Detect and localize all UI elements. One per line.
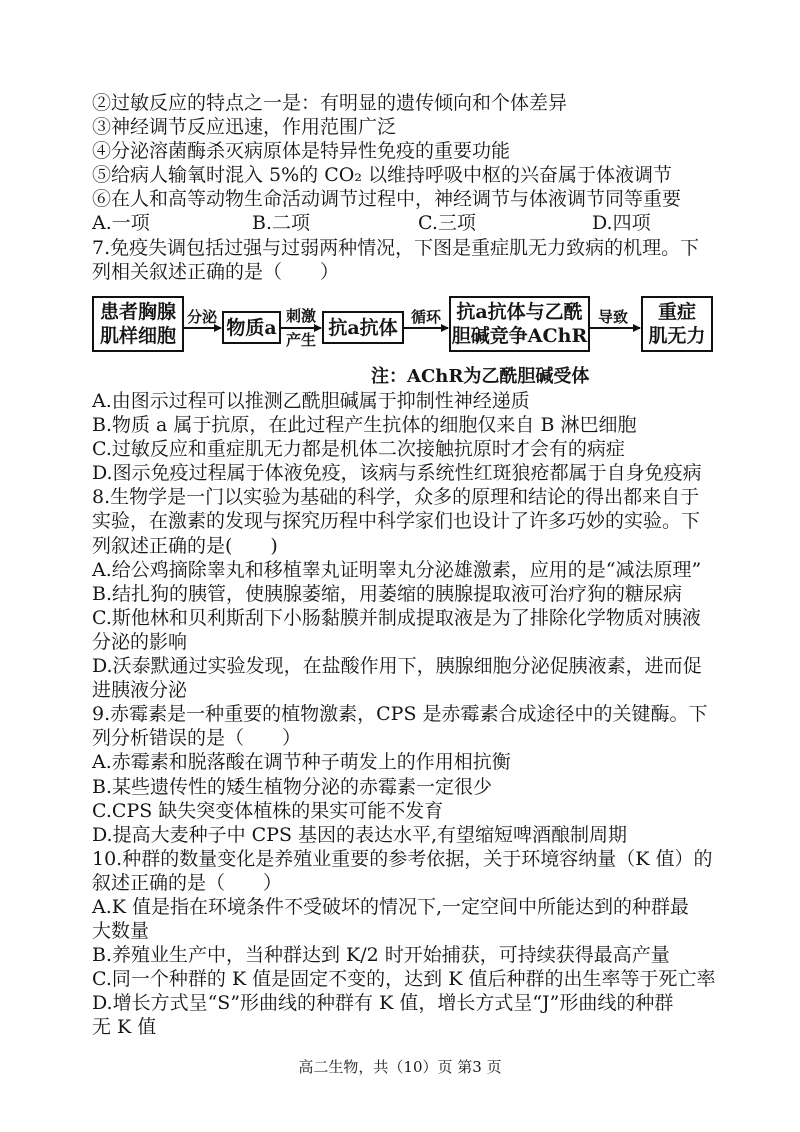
q8-option-c-continued: 分泌的影响 (92, 630, 188, 653)
box-text: 患者胸腺 (99, 301, 176, 323)
q9-option-a: A.赤霉素和脱落酸在调节种子萌发上的作用相抗衡 (92, 751, 511, 774)
arrow-label-secrete: 分泌 (187, 308, 218, 326)
q10-option-b: B.养殖业生产中，当种群达到 K/2 时开始捕获，可持续获得最高产量 (92, 944, 670, 967)
q7-option-a: A.由图示过程可以推测乙酰胆碱属于抑制性神经递质 (92, 390, 530, 412)
q8-option-c: C.斯他林和贝利斯刮下小肠黏膜并制成提取液是为了排除化学物质对胰液 (92, 606, 701, 629)
arrow-label-stimulate: 刺激 (286, 307, 317, 325)
q9-option-c: C.CPS 缺失突变体植株的果实可能不发育 (92, 799, 444, 822)
q8-stem-line-3: 列叙述正确的是( ) (92, 534, 278, 557)
q7-option-c: C.过敏反应和重症肌无力都是机体二次接触抗原时才会有的病症 (92, 438, 625, 461)
question-6-options (92, 211, 699, 235)
q9-stem-line-1: 9.赤霉素是一种重要的植物激素，CPS 是赤霉素合成途径中的关键酶。下 (92, 703, 708, 726)
page-footer: 高二生物，共（10）页 第3 页 (298, 1058, 502, 1076)
q6-option-a: A.一项 (92, 212, 150, 235)
q7-option-d: D.图示免疫过程属于体液免疫，该病与系统性红斑狼疮都属于自身免疫病 (92, 462, 702, 485)
box-text: 物质a (226, 316, 277, 339)
q7-stem-line-1: 7.免疫失调包括过强与过弱两种情况，下图是重症肌无力致病的机理。下 (92, 236, 700, 259)
box-text: 抗a抗体 (328, 316, 398, 339)
q10-stem-line-1: 10.种群的数量变化是养殖业重要的参考依据，关于环境容纳量（K 值）的 (92, 847, 713, 870)
statement-3: ③神经调节反应迅速，作用范围广泛 (92, 116, 397, 139)
q6-option-b: B.二项 (252, 212, 311, 235)
q9-stem-line-2: 列分析错误的是（ ） (92, 727, 302, 750)
box-myasthenia-gravis (641, 296, 713, 352)
q10-stem-line-2: 叙述正确的是（ ） (92, 871, 283, 894)
q6-option-d: D.四项 (592, 212, 651, 235)
box-text: 肌样细胞 (99, 325, 176, 347)
q8-option-d: D.沃泰默通过实验发现，在盐酸作用下，胰腺细胞分泌促胰液素，进而促 (92, 655, 702, 678)
q8-stem-line-2: 实验，在激素的发现与探究历程中科学家们也设计了许多巧妙的实验。下 (92, 510, 701, 533)
arrow-label-cause: 导致 (598, 308, 629, 326)
box-patient-thymus-cells (92, 296, 184, 352)
q9-option-d: D.提高大麦种子中 CPS 基因的表达水平,有望缩短啤酒酿制周期 (92, 823, 628, 846)
q7-option-b: B.物质 a 属于抗原，在此过程产生抗体的细胞仅来自 B 淋巴细胞 (92, 414, 637, 437)
q10-option-c: C.同一个种群的 K 值是固定不变的，达到 K 值后种群的出生率等于死亡率 (92, 968, 716, 991)
box-text: 抗a抗体与乙酰 (456, 301, 583, 323)
arrow-label-circulate: 循环 (411, 308, 442, 326)
questions-7-to-10 (92, 389, 715, 1040)
q10-option-d: D.增长方式呈“S”形曲线的种群有 K 值，增长方式呈“J”形曲线的种群 (92, 992, 674, 1015)
q6-option-c: C.三项 (418, 212, 476, 235)
question-6-fragment (92, 91, 699, 284)
q10-option-a-continued: 大数量 (92, 920, 150, 943)
diagram-note: 注：AChR为乙酰胆碱受体 (371, 366, 590, 387)
q7-stem-line-2: 列相关叙述正确的是（ ） (92, 260, 340, 283)
q10-option-a: A.K 值是指在环境条件不受破坏的情况下,一定空间中所能达到的种群最 (92, 895, 690, 918)
statement-4: ④分泌溶菌酶杀灭病原体是特异性免疫的重要功能 (92, 140, 511, 163)
q8-option-b: B.结扎狗的胰管，使胰腺萎缩，用萎缩的胰腺提取液可治疗狗的糖尿病 (92, 582, 683, 605)
statement-5: ⑤给病人输氧时混入 5%的 CO₂ 以维持呼吸中枢的兴奋属于体液调节 (92, 164, 672, 187)
box-antibody-competes-achr (449, 296, 590, 352)
q10-option-d-continued: 无 K 值 (92, 1016, 157, 1039)
box-text: 肌无力 (648, 325, 706, 347)
box-text: 重症 (657, 301, 696, 323)
box-substance-a (222, 311, 281, 344)
q8-option-a: A.给公鸡摘除睾丸和移植睾丸证明睾丸分泌雄激素，应用的是“减法原理” (92, 558, 702, 581)
statement-2: ②过敏反应的特点之一是：有明显的遗传倾向和个体差异 (92, 92, 568, 114)
q8-stem-line-1: 8.生物学是一门以实验为基础的科学，众多的原理和结论的得出都来自于 (92, 486, 700, 509)
arrow-label-produce: 产生 (286, 331, 317, 349)
statement-6: ⑥在人和高等动物生命活动调节过程中，神经调节与体液调节同等重要 (92, 188, 682, 211)
box-text: 胆碱竞争AChR (451, 325, 588, 347)
q9-option-b: B.某些遗传性的矮生植物分泌的赤霉素一定很少 (92, 775, 493, 798)
q8-option-d-continued: 进胰液分泌 (92, 679, 188, 702)
box-anti-a-antibody (322, 311, 404, 344)
